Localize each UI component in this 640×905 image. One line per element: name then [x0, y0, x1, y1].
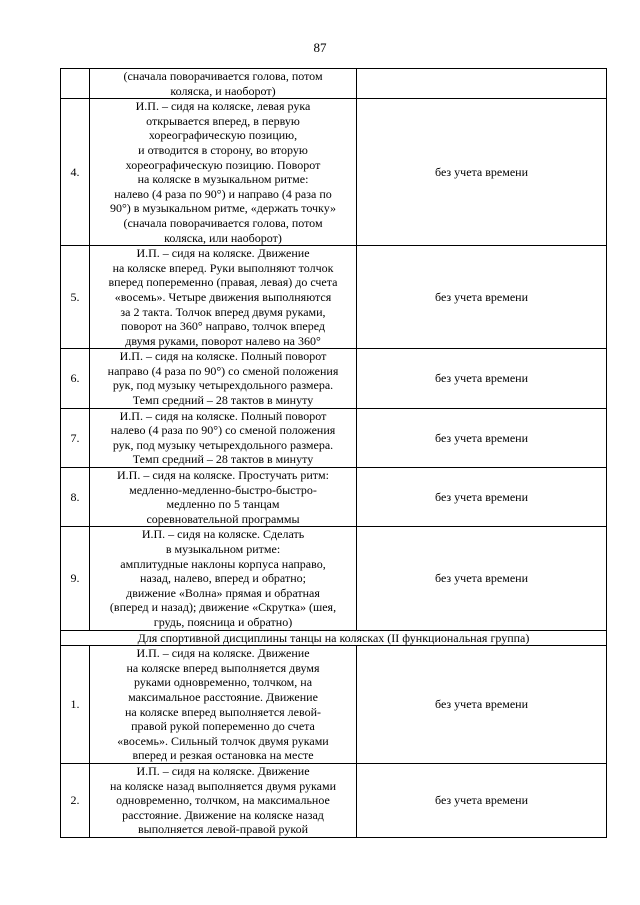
description-line: И.П. – сидя на коляске. Движение	[136, 763, 310, 778]
row-time: без учета времени	[357, 763, 607, 837]
row-description	[90, 246, 357, 349]
description-line: одновременно, толчком, на максимальное	[116, 793, 330, 808]
row-time	[357, 69, 607, 99]
description-line: налево (4 раза по 90°) и направо (4 раза по	[114, 186, 332, 201]
row-number: 8.	[61, 468, 90, 527]
description-line: И.П. – сидя на коляске, левая рука	[135, 99, 311, 114]
row-description	[90, 527, 357, 630]
table-row-continuation	[61, 69, 607, 99]
description-line: на коляске вперед выполняется двумя	[126, 660, 320, 675]
description-line: И.П. – сидя на коляске. Движение	[136, 246, 310, 261]
row-time: без учета времени	[357, 349, 607, 408]
description-line: на коляске вперед. Руки выполняют толчок	[112, 260, 334, 275]
description-line: грудь, поясница и обратно)	[153, 614, 293, 629]
row-number: 6.	[61, 349, 90, 408]
row-time: без учета времени	[357, 527, 607, 630]
description-line: на коляске вперед выполняется левой-	[125, 704, 321, 719]
description-line: медленно-медленно-быстро-быстро-	[129, 482, 317, 497]
table-row	[61, 349, 607, 408]
description-line: руками одновременно, толчком, на	[133, 675, 313, 690]
row-description	[90, 349, 357, 408]
description-line: хореографическую позицию,	[148, 128, 298, 143]
description-line: 90°) в музыкальном ритме, «держать точку»	[110, 201, 336, 216]
description-line: в музыкальном ритме:	[165, 542, 281, 556]
row-description	[90, 69, 357, 99]
exercise-table	[60, 68, 607, 838]
row-time: без учета времени	[357, 468, 607, 527]
description-line: выполняется левой-правой рукой	[137, 822, 309, 837]
description-line: коляска, и наоборот)	[170, 83, 276, 98]
table-row	[61, 408, 607, 467]
description-line: (сначала поворачивается голова, потом	[123, 69, 323, 83]
description-line: (вперед и назад); движение «Скрутка» (шея,	[109, 600, 337, 615]
table-row	[61, 646, 607, 764]
row-number	[61, 69, 90, 99]
row-description	[90, 763, 357, 837]
description-line: вперед и резкая остановка на месте	[132, 748, 314, 763]
table-row	[61, 99, 607, 246]
table-row	[61, 763, 607, 837]
row-description	[90, 99, 357, 246]
row-number: 7.	[61, 408, 90, 467]
description-line: за 2 такта. Толчок вперед двумя руками,	[120, 304, 326, 319]
section-header: Для спортивной дисциплины танцы на колясках (II функциональная группа)	[61, 630, 607, 646]
description-line: движение «Волна» прямая и обратная	[126, 585, 320, 600]
description-line: на коляске в музыкальном ритме:	[137, 172, 309, 187]
description-line: «восемь». Сильный толчок двумя руками	[117, 733, 329, 748]
row-time: без учета времени	[357, 99, 607, 246]
row-description	[90, 468, 357, 527]
description-line: (сначала поворачивается голова, потом	[123, 215, 323, 230]
row-time: без учета времени	[357, 246, 607, 349]
table-row	[61, 527, 607, 630]
description-line: медленно по 5 танцам	[166, 497, 280, 512]
row-time: без учета времени	[357, 646, 607, 764]
description-line: рук, под музыку четырехдольного размера.	[112, 378, 334, 393]
description-line: Темп средний – 28 тактов в минуту	[132, 452, 314, 467]
description-line: налево (4 раза по 90°) со сменой положения	[110, 423, 336, 438]
description-line: открывается вперед, в первую	[146, 113, 300, 128]
description-line: Темп средний – 28 тактов в минуту	[132, 393, 314, 408]
description-line: правой рукой попеременно до счета	[131, 719, 315, 734]
description-line: коляска, или наоборот)	[164, 230, 282, 245]
description-line: И.П. – сидя на коляске. Движение	[136, 646, 310, 661]
description-line: поворот на 360° направо, толчок вперед	[120, 319, 326, 334]
description-line: расстояние. Движение на коляске назад	[122, 807, 324, 822]
description-line: И.П. – сидя на коляске. Полный поворот	[119, 349, 327, 364]
row-description	[90, 408, 357, 467]
row-number: 9.	[61, 527, 90, 630]
description-line: И.П. – сидя на коляске. Полный поворот	[119, 408, 327, 423]
description-line: вперед попеременно (правая, левая) до счета	[108, 275, 338, 290]
table-row	[61, 468, 607, 527]
row-number: 1.	[61, 646, 90, 764]
table-row	[61, 246, 607, 349]
row-time: без учета времени	[357, 408, 607, 467]
row-number: 5.	[61, 246, 90, 349]
description-line: амплитудные наклоны корпуса направо,	[120, 556, 326, 571]
description-line: и отводится в сторону, во вторую	[138, 142, 308, 157]
section-header-row	[61, 630, 607, 646]
description-line: И.П. – сидя на коляске. Простучать ритм:	[117, 468, 329, 483]
row-number: 2.	[61, 763, 90, 837]
description-line: назад, налево, вперед и обратно;	[140, 571, 306, 586]
page-number: 87	[313, 40, 327, 55]
row-description	[90, 646, 357, 764]
description-line: соревновательной программы	[146, 511, 300, 526]
description-line: хореографическую позицию. Поворот	[125, 157, 321, 172]
description-line: «восемь». Четыре движения выполняются	[114, 289, 332, 304]
exercise-table-body	[61, 69, 607, 838]
description-line: максимальное расстояние. Движение	[128, 689, 318, 704]
row-number: 4.	[61, 99, 90, 246]
description-line: И.П. – сидя на коляске. Сделать	[141, 527, 305, 542]
description-line: рук, под музыку четырехдольного размера.	[112, 437, 334, 452]
description-line: двумя руками, поворот налево на 360°	[125, 333, 321, 348]
description-line: на коляске назад выполняется двумя руками	[109, 778, 337, 793]
description-line: направо (4 раза по 90°) со сменой положения	[107, 363, 339, 378]
